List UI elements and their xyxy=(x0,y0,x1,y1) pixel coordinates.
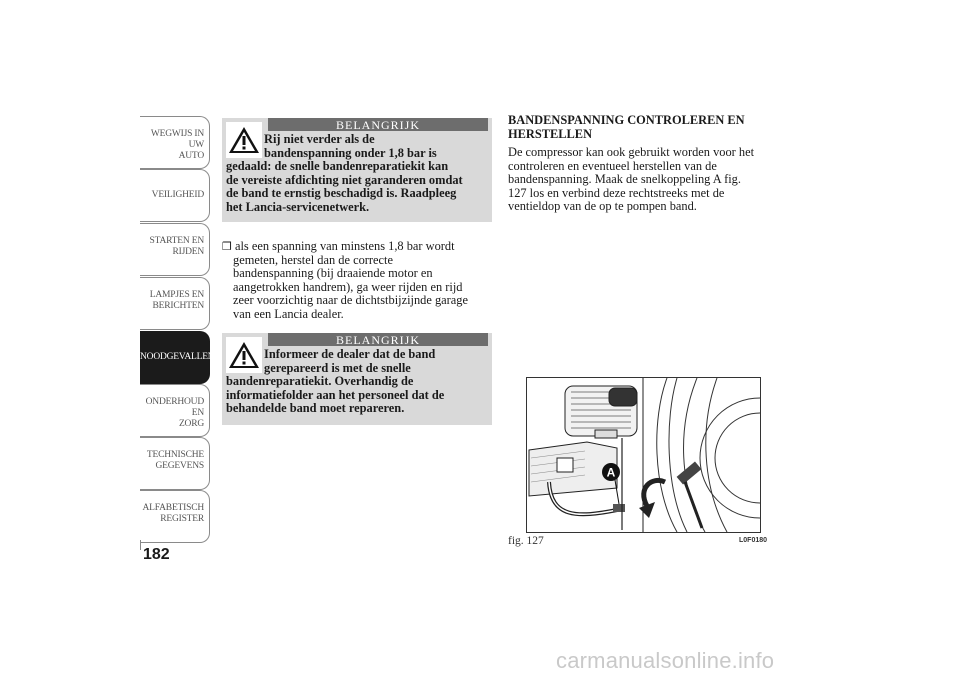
tab-label: BERICHTEN xyxy=(152,301,204,311)
figure-code: L0F0180 xyxy=(739,537,768,544)
warning-line: de vereiste afdichting niet garanderen omdat xyxy=(226,172,463,187)
tab-veiligheid[interactable] xyxy=(140,169,210,222)
body-line: controleren en eventueel herstellen van de xyxy=(508,158,717,173)
tab-label: AUTO xyxy=(178,151,204,161)
section-title-line: HERSTELLEN xyxy=(508,126,593,141)
warning-line: Rij niet verder als de xyxy=(264,132,375,146)
watermark: carmanualsonline.info xyxy=(556,648,775,673)
section-body xyxy=(508,146,780,214)
warning-line: behandelde band moet repareren. xyxy=(226,401,405,416)
tab-label: WEGWIJS IN UW xyxy=(150,129,204,150)
bullet-first-line xyxy=(222,240,494,254)
bullet-line: van een Lancia dealer. xyxy=(233,306,344,321)
tab-label: ALFABETISCH xyxy=(142,503,204,513)
bullet-line: bandenspanning (bij draaiende motor en xyxy=(233,266,433,281)
warning-line: bandenreparatiekit. Overhandig de xyxy=(226,374,414,389)
bullet-line: gemeten, herstel dan de correcte xyxy=(233,252,393,267)
warning-line: het Lancia-servicenetwerk. xyxy=(226,199,370,214)
warning-line: bandenspanning onder 1,8 bar is xyxy=(264,145,437,160)
body-line: De compressor kan ook gebruikt worden voor het xyxy=(508,145,755,159)
tab-label: REGISTER xyxy=(160,514,204,524)
warning-triangle-icon xyxy=(226,122,262,158)
warning-heading: BELANGRIJK xyxy=(268,118,488,131)
tab-onderhoud[interactable] xyxy=(140,384,210,437)
tab-label: TECHNISCHE xyxy=(146,450,204,460)
body-line: 127 los en verbind deze rechtstreeks met de xyxy=(508,185,725,200)
bullet-line: als een spanning van minstens 1,8 bar wordt xyxy=(234,239,455,253)
tab-starten[interactable] xyxy=(140,223,210,276)
warning-heading: BELANGRIJK xyxy=(268,333,488,346)
page-number: 182 xyxy=(143,546,170,563)
warning-text xyxy=(226,348,488,416)
tab-label: STARTEN EN xyxy=(149,236,204,246)
tab-label: NOODGEVALLEN xyxy=(140,352,215,362)
warning-box-1 xyxy=(222,118,492,222)
tab-label: GEGEVENS xyxy=(155,461,204,471)
warning-box-2 xyxy=(222,333,492,425)
page-number-rule xyxy=(140,540,141,550)
section-title-line: BANDENSPANNING CONTROLEREN EN xyxy=(508,113,745,127)
body-line: bandenspanning. Maak de snelkoppeling A fig. xyxy=(508,172,741,187)
warning-text xyxy=(226,133,488,215)
tab-technische[interactable] xyxy=(140,437,210,490)
bullet-line: aangetrokken handrem), ga weer rijden en rijd xyxy=(233,279,463,294)
figure-compressor xyxy=(526,377,761,533)
warning-line: gerepareerd is met de snelle xyxy=(264,360,411,375)
tab-label: LAMPJES EN xyxy=(149,290,204,300)
tab-lampjes[interactable] xyxy=(140,277,210,330)
warning-line: gedaald: de snelle bandenreparatiekit kan xyxy=(226,159,449,174)
warning-line: informatiefolder aan het personeel dat de xyxy=(226,387,445,402)
tab-alfabetisch[interactable] xyxy=(140,490,210,543)
tab-label: ONDERHOUD EN xyxy=(145,397,204,418)
figure-caption: fig. 127 xyxy=(508,535,544,547)
warning-line: Informeer de dealer dat de band xyxy=(264,347,436,361)
bullet-box-icon: ❒ xyxy=(222,240,232,253)
compressor-illustration xyxy=(527,378,760,532)
warning-triangle-icon xyxy=(226,337,262,373)
tab-noodgevallen[interactable] xyxy=(140,331,215,384)
bullet-line: zeer voorzichtig naar de dichtstbijzijnde garage xyxy=(233,293,468,308)
tab-label: VEILIGHEID xyxy=(151,190,204,200)
tab-wegwijs[interactable] xyxy=(140,116,210,169)
tab-label: RIJDEN xyxy=(172,247,204,257)
tab-label: ZORG xyxy=(178,419,204,429)
warning-line: de band te ernstig beschadigd is. Raadpleeg xyxy=(226,186,457,201)
body-line: ventieldop van de op te pompen band. xyxy=(508,199,697,214)
section-title xyxy=(508,114,778,141)
callout-label: A xyxy=(606,465,616,480)
bullet-item xyxy=(222,240,494,322)
